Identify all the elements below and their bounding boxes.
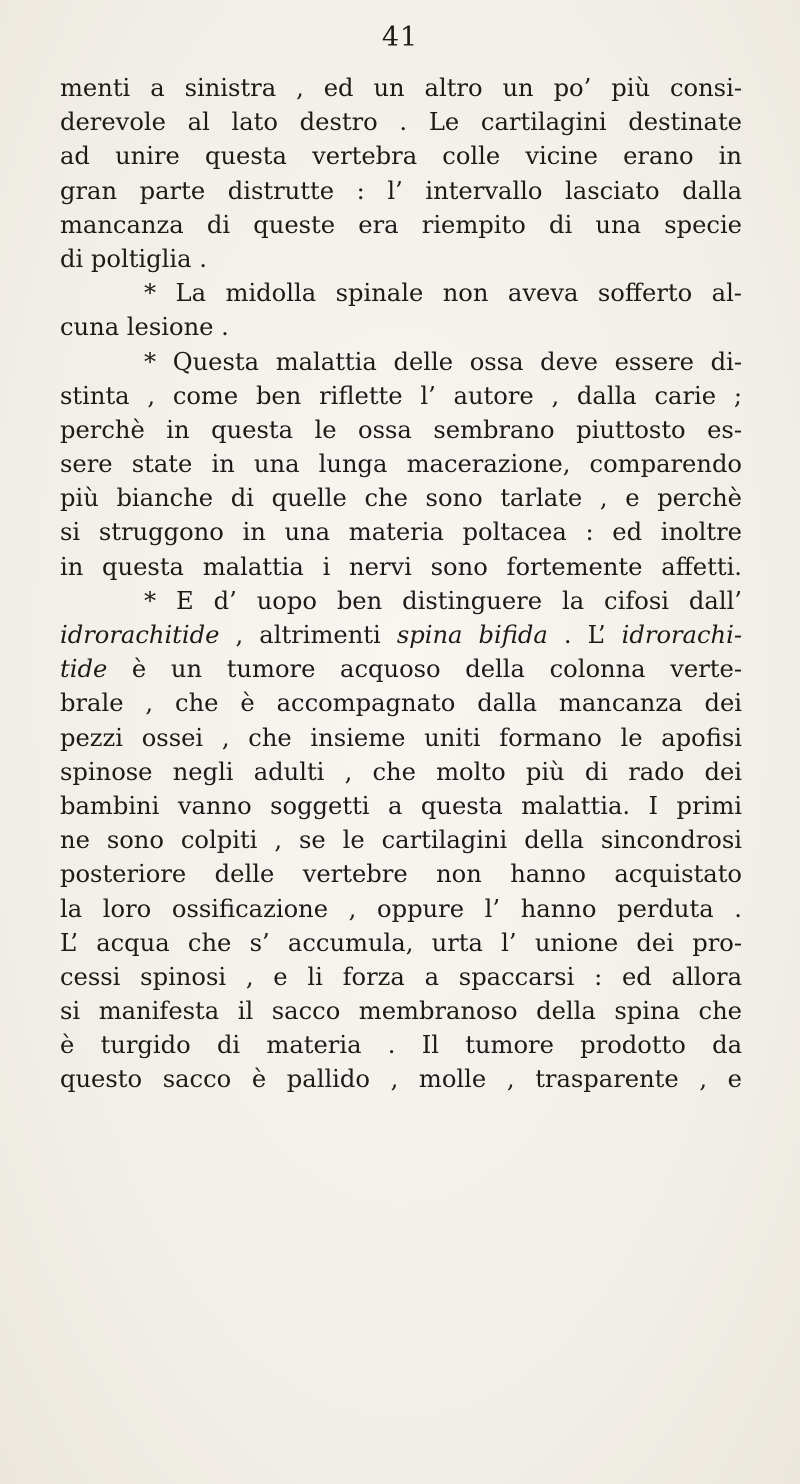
text-line-mixed: [60, 618, 742, 652]
text-line-mixed: [60, 652, 742, 686]
text-line: spinose negli adulti , che molto più di rado dei: [60, 757, 742, 786]
text-line: è turgido di materia . Il tumore prodotto da: [60, 1031, 742, 1060]
text-line: si manifesta il sacco membranoso della spina che: [60, 997, 742, 1026]
text-line: L’ acqua che s’ accumula, urta l’ unione dei pro-: [60, 928, 742, 957]
text-line: in questa malattia i nervi sono fortemente affetti.: [60, 552, 742, 581]
text-line: bambini vanno soggetti a questa malattia. I primi: [60, 791, 742, 820]
text-line: questo sacco è pallido , molle , trasparente , e: [60, 1065, 742, 1094]
text-line: menti a sinistra , ed un altro un po’ più consi-: [60, 74, 742, 102]
italic-term: idrorachitide: [60, 621, 220, 649]
text-line: * Questa malattia delle ossa deve essere di-: [144, 347, 742, 376]
text-line: pezzi ossei , che insieme uniti formano le apofisi: [60, 723, 742, 752]
text-line: di poltiglia .: [60, 244, 207, 273]
text-line: brale , che è accompagnato dalla mancanza dei: [60, 689, 742, 718]
text-line: perchè in questa le ossa sembrano piuttosto es-: [60, 415, 742, 444]
text-run: . L’: [547, 621, 622, 649]
text-line: ne sono colpiti , se le cartilagini della sincondrosi: [60, 826, 742, 855]
text-line: stinta , come ben riflette l’ autore , dalla carie ;: [60, 381, 742, 410]
text-line: * La midolla spinale non aveva sofferto al-: [144, 279, 742, 308]
text-line: cuna lesione .: [60, 313, 229, 342]
text-line: la loro ossificazione , oppure l’ hanno perduta .: [60, 894, 742, 923]
text-run: è un tumore acquoso della colonna verte-: [107, 655, 742, 684]
text-run: , altrimenti: [219, 621, 397, 649]
text-line: cessi spinosi , e li forza a spaccarsi : ed allora: [60, 962, 742, 991]
text-line: * E d’ uopo ben distinguere la cifosi dall’: [144, 586, 742, 615]
text-line: sere state in una lunga macerazione, comparendo: [60, 450, 742, 479]
text-line: più bianche di quelle che sono tarlate , e perchè: [60, 484, 742, 513]
page-number: 41: [381, 22, 419, 53]
text-line: derevole al lato destro . Le cartilagini destinate: [60, 108, 742, 137]
italic-term: idrorachi-: [621, 621, 742, 649]
body-text: [60, 71, 742, 1097]
text-line: gran parte distrutte : l’ intervallo lasciato dalla: [60, 176, 742, 205]
italic-term: tide: [60, 655, 108, 684]
text-line: ad unire questa vertebra colle vicine erano in: [60, 142, 742, 171]
text-line: posteriore delle vertebre non hanno acquistato: [60, 860, 742, 889]
text-line: mancanza di queste era riempito di una specie: [60, 210, 742, 239]
italic-term: spina bifida: [396, 621, 548, 649]
text-line: si struggono in una materia poltacea : ed inoltre: [60, 518, 742, 547]
